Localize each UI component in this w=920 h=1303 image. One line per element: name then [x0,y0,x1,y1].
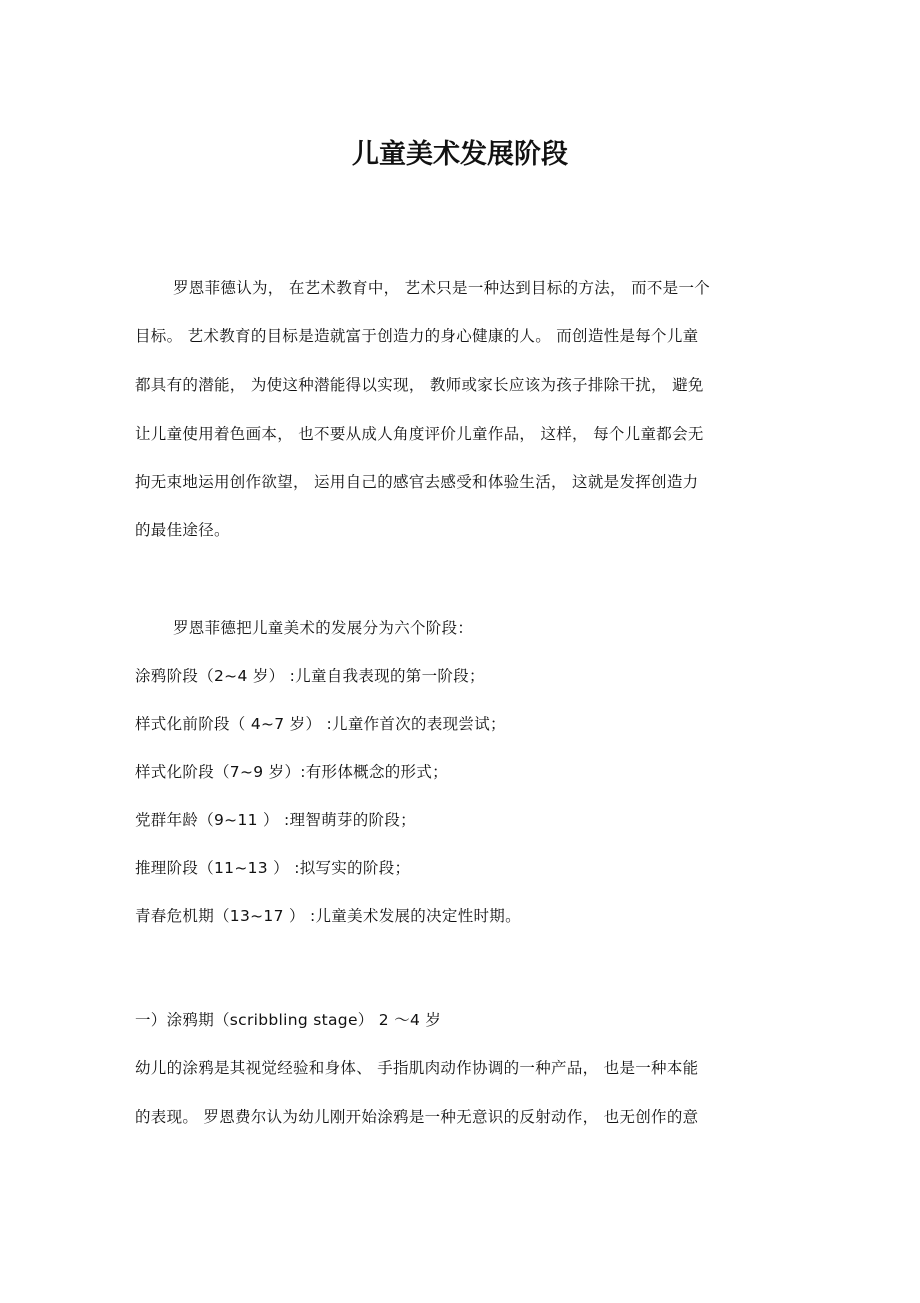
stage-item: 党群年龄（9~11 ） :理智萌芽的阶段； [135,811,416,829]
stage-item: 推理阶段（11~13 ） :拟写实的阶段； [135,859,411,877]
stage-item: 样式化前阶段（ 4~7 岁） :儿童作首次的表现尝试； [135,715,506,733]
paragraph-line: 目标。 艺术教育的目标是造就富于创造力的身心健康的人。 而创造性是每个儿童 [135,327,699,345]
paragraph-line: 的表现。 罗恩费尔认为幼儿刚开始涂鸦是一种无意识的反射动作， 也无创作的意 [135,1108,699,1126]
stage-item: 样式化阶段（7~9 岁）:有形体概念的形式； [135,763,448,781]
page-title: 儿童美术发展阶段 [352,139,568,170]
paragraph-line: 的最佳途径。 [135,521,230,539]
paragraph-line: 幼儿的涂鸦是其视觉经验和身体、 手指肌肉动作协调的一种产品， 也是一种本能 [135,1059,699,1077]
paragraph-line: 拘无束地运用创作欲望， 运用自己的感官去感受和体验生活， 这就是发挥创造力 [135,473,699,491]
paragraph-line: 罗恩菲德认为， 在艺术教育中， 艺术只是一种达到目标的方法， 而不是一个 [173,279,711,297]
stage-item: 青春危机期（13~17 ） :儿童美术发展的决定性时期。 [135,907,521,925]
stages-intro: 罗恩菲德把儿童美术的发展分为六个阶段： [173,619,474,637]
paragraph-line: 让儿童使用着色画本， 也不要从成人角度评价儿童作品， 这样， 每个儿童都会无 [135,425,704,443]
stage-item: 涂鸦阶段（2~4 岁） :儿童自我表现的第一阶段； [135,667,485,685]
paragraph-line: 都具有的潜能， 为使这种潜能得以实现， 教师或家长应该为孩子排除干扰， 避免 [135,376,704,394]
section-heading: 一）涂鸦期（scribbling stage） 2 〜4 岁 [135,1011,442,1029]
